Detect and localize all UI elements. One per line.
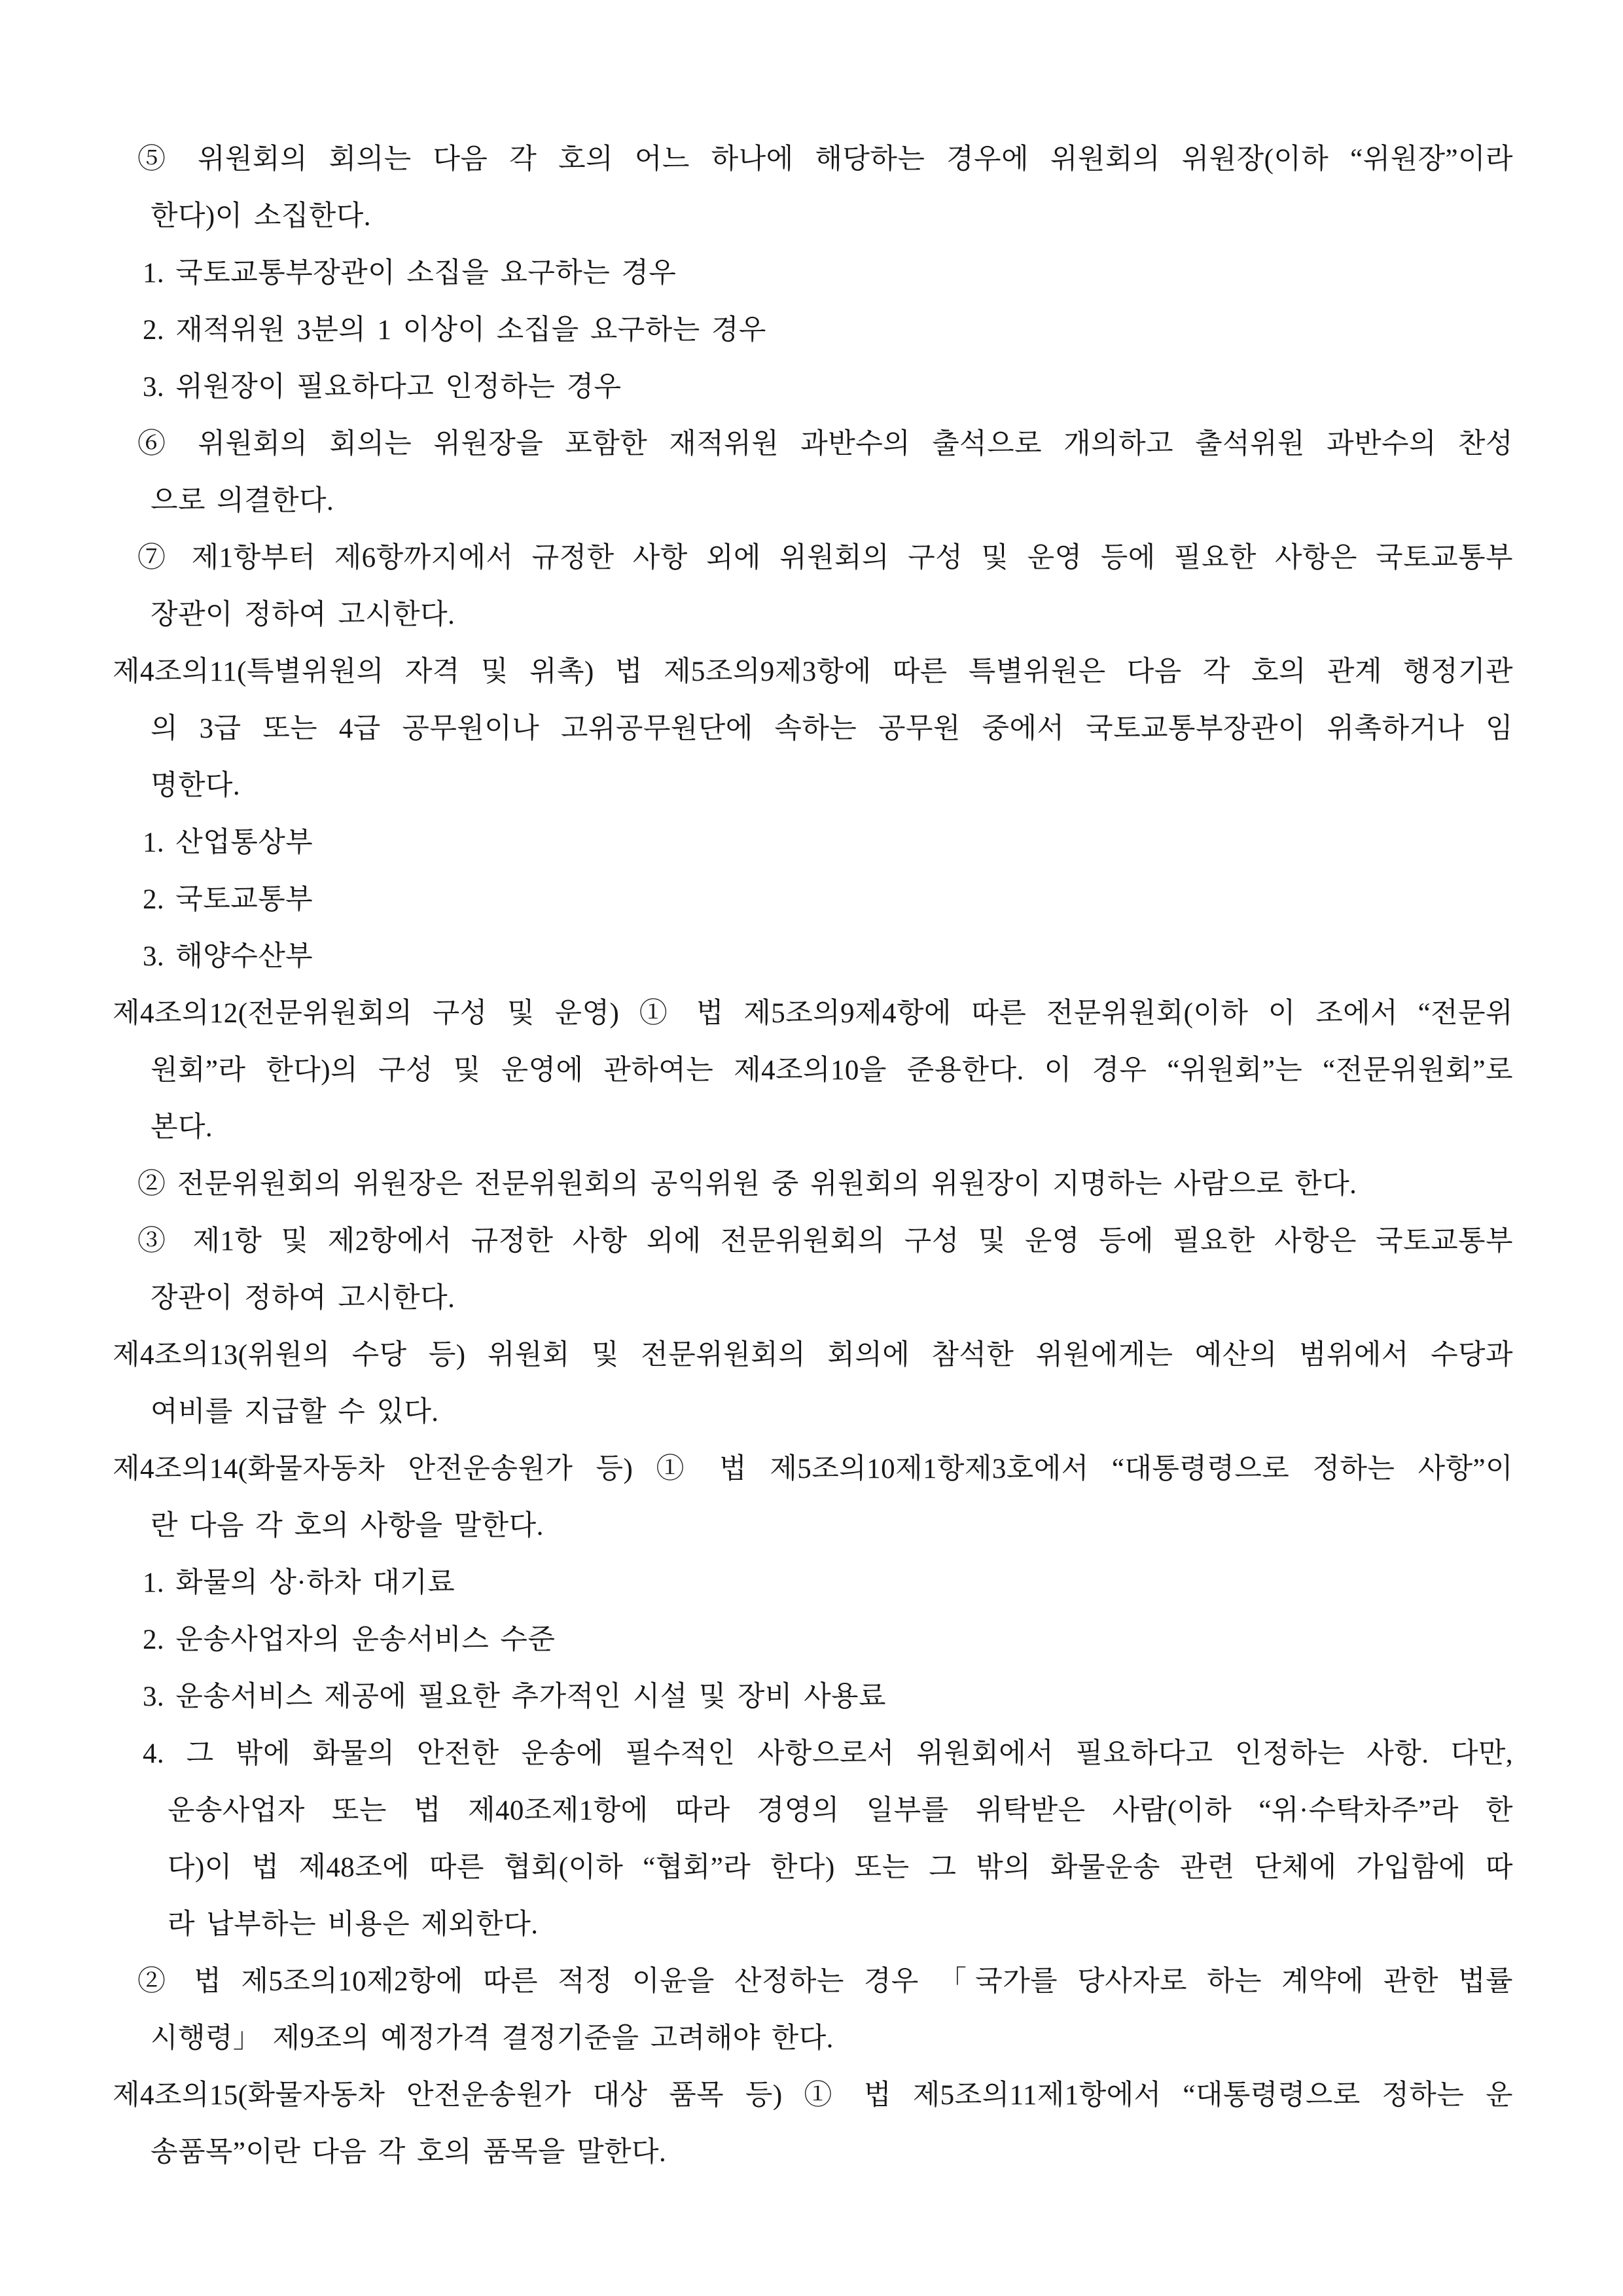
text-line: 1. 화물의 상·하차 대기료	[143, 1568, 455, 1598]
text-line: 한다)이 소집한다.	[151, 201, 371, 232]
text-line: 라 납부하는 비용은 제외한다.	[168, 1909, 539, 1940]
text-line: 으로 의결한다.	[151, 486, 334, 516]
text-line: 3. 위원장이 필요하다고 인정하는 경우	[143, 372, 622, 403]
text-line: 운송사업자 또는 법 제40조제1항에 따라 경영의 일부를 위탁받은 사람(이하 “위·수탁차주”라 한	[168, 1795, 1513, 1826]
text-line: 명한다.	[151, 770, 241, 801]
text-line: ⑦ 제1항부터 제6항까지에서 규정한 사항 외에 위원회의 구성 및 운영 등에 필요한 사항은 국토교통부	[137, 543, 1513, 573]
text-line: 제4조의11(특별위원의 자격 및 위촉) 법 제5조의9제3항에 따른 특별위원은 다음 각 호의 관계 행정기관	[113, 656, 1513, 687]
text-line: ⑥ 위원회의 회의는 위원장을 포함한 재적위원 과반수의 출석으로 개의하고 출석위원 과반수의 찬성	[137, 429, 1513, 459]
text-line: 2. 재적위원 3분의 1 이상이 소집을 요구하는 경우	[143, 315, 766, 346]
text-line: 여비를 지급할 수 있다.	[151, 1397, 439, 1427]
text-line: 제4조의13(위원의 수당 등) 위원회 및 전문위원회의 회의에 참석한 위원에게는 예산의 범위에서 수당과	[113, 1340, 1513, 1371]
text-line: 란 다음 각 호의 사항을 말한다.	[151, 1511, 544, 1541]
text-line: 4. 그 밖에 화물의 안전한 운송에 필수적인 사항으로서 위원회에서 필요하다고 인정하는 사항. 다만,	[143, 1738, 1513, 1769]
text-line: 3. 해양수산부	[143, 941, 313, 972]
text-line: 다)이 법 제48조에 따른 협회(이하 “협회”라 한다) 또는 그 밖의 화물운송 관련 단체에 가입함에 따	[168, 1852, 1513, 1883]
text-line: 2. 운송사업자의 운송서비스 수준	[143, 1624, 556, 1655]
text-line: ② 전문위원회의 위원장은 전문위원회의 공익위원 중 위원회의 위원장이 지명하는 사람으로 한다.	[137, 1169, 1357, 1200]
text-line: 제4조의14(화물자동차 안전운송원가 등) ① 법 제5조의10제1항제3호에서 “대통령령으로 정하는 사항”이	[113, 1454, 1513, 1484]
text-line: ② 법 제5조의10제2항에 따른 적정 이윤을 산정하는 경우 「국가를 당사자로 하는 계약에 관한 법률	[137, 1966, 1513, 1997]
text-line: 제4조의12(전문위원회의 구성 및 운영) ① 법 제5조의9제4항에 따른 전문위원회(이하 이 조에서 “전문위	[113, 998, 1513, 1029]
text-line: 1. 국토교통부장관이 소집을 요구하는 경우	[143, 258, 677, 289]
text-line: 장관이 정하여 고시한다.	[151, 1283, 455, 1314]
text-line: 송품목”이란 다음 각 호의 품목을 말한다.	[151, 2137, 667, 2168]
text-line: 의 3급 또는 4급 공무원이나 고위공무원단에 속하는 공무원 중에서 국토교통부장관이 위촉하거나 임	[151, 713, 1513, 744]
text-line: ⑤ 위원회의 회의는 다음 각 호의 어느 하나에 해당하는 경우에 위원회의 위원장(이하 “위원장”이라	[137, 144, 1513, 175]
text-line: 원회”라 한다)의 구성 및 운영에 관하여는 제4조의10을 준용한다. 이 경우 “위원회”는 “전문위원회”로	[151, 1055, 1513, 1086]
text-line: 1. 산업통상부	[143, 827, 313, 858]
document-body	[113, 131, 1513, 2181]
text-line: 2. 국토교통부	[143, 884, 313, 915]
text-line: 3. 운송서비스 제공에 필요한 추가적인 시설 및 장비 사용료	[143, 1681, 886, 1712]
text-line: ③ 제1항 및 제2항에서 규정한 사항 외에 전문위원회의 구성 및 운영 등에 필요한 사항은 국토교통부	[137, 1226, 1513, 1257]
text-line: 제4조의15(화물자동차 안전운송원가 대상 품목 등) ① 법 제5조의11제1항에서 “대통령령으로 정하는 운	[113, 2080, 1513, 2111]
text-line: 시행령」 제9조의 예정가격 결정기준을 고려해야 한다.	[151, 2023, 834, 2054]
text-line: 본다.	[151, 1112, 213, 1143]
text-line: 장관이 정하여 고시한다.	[151, 600, 455, 630]
